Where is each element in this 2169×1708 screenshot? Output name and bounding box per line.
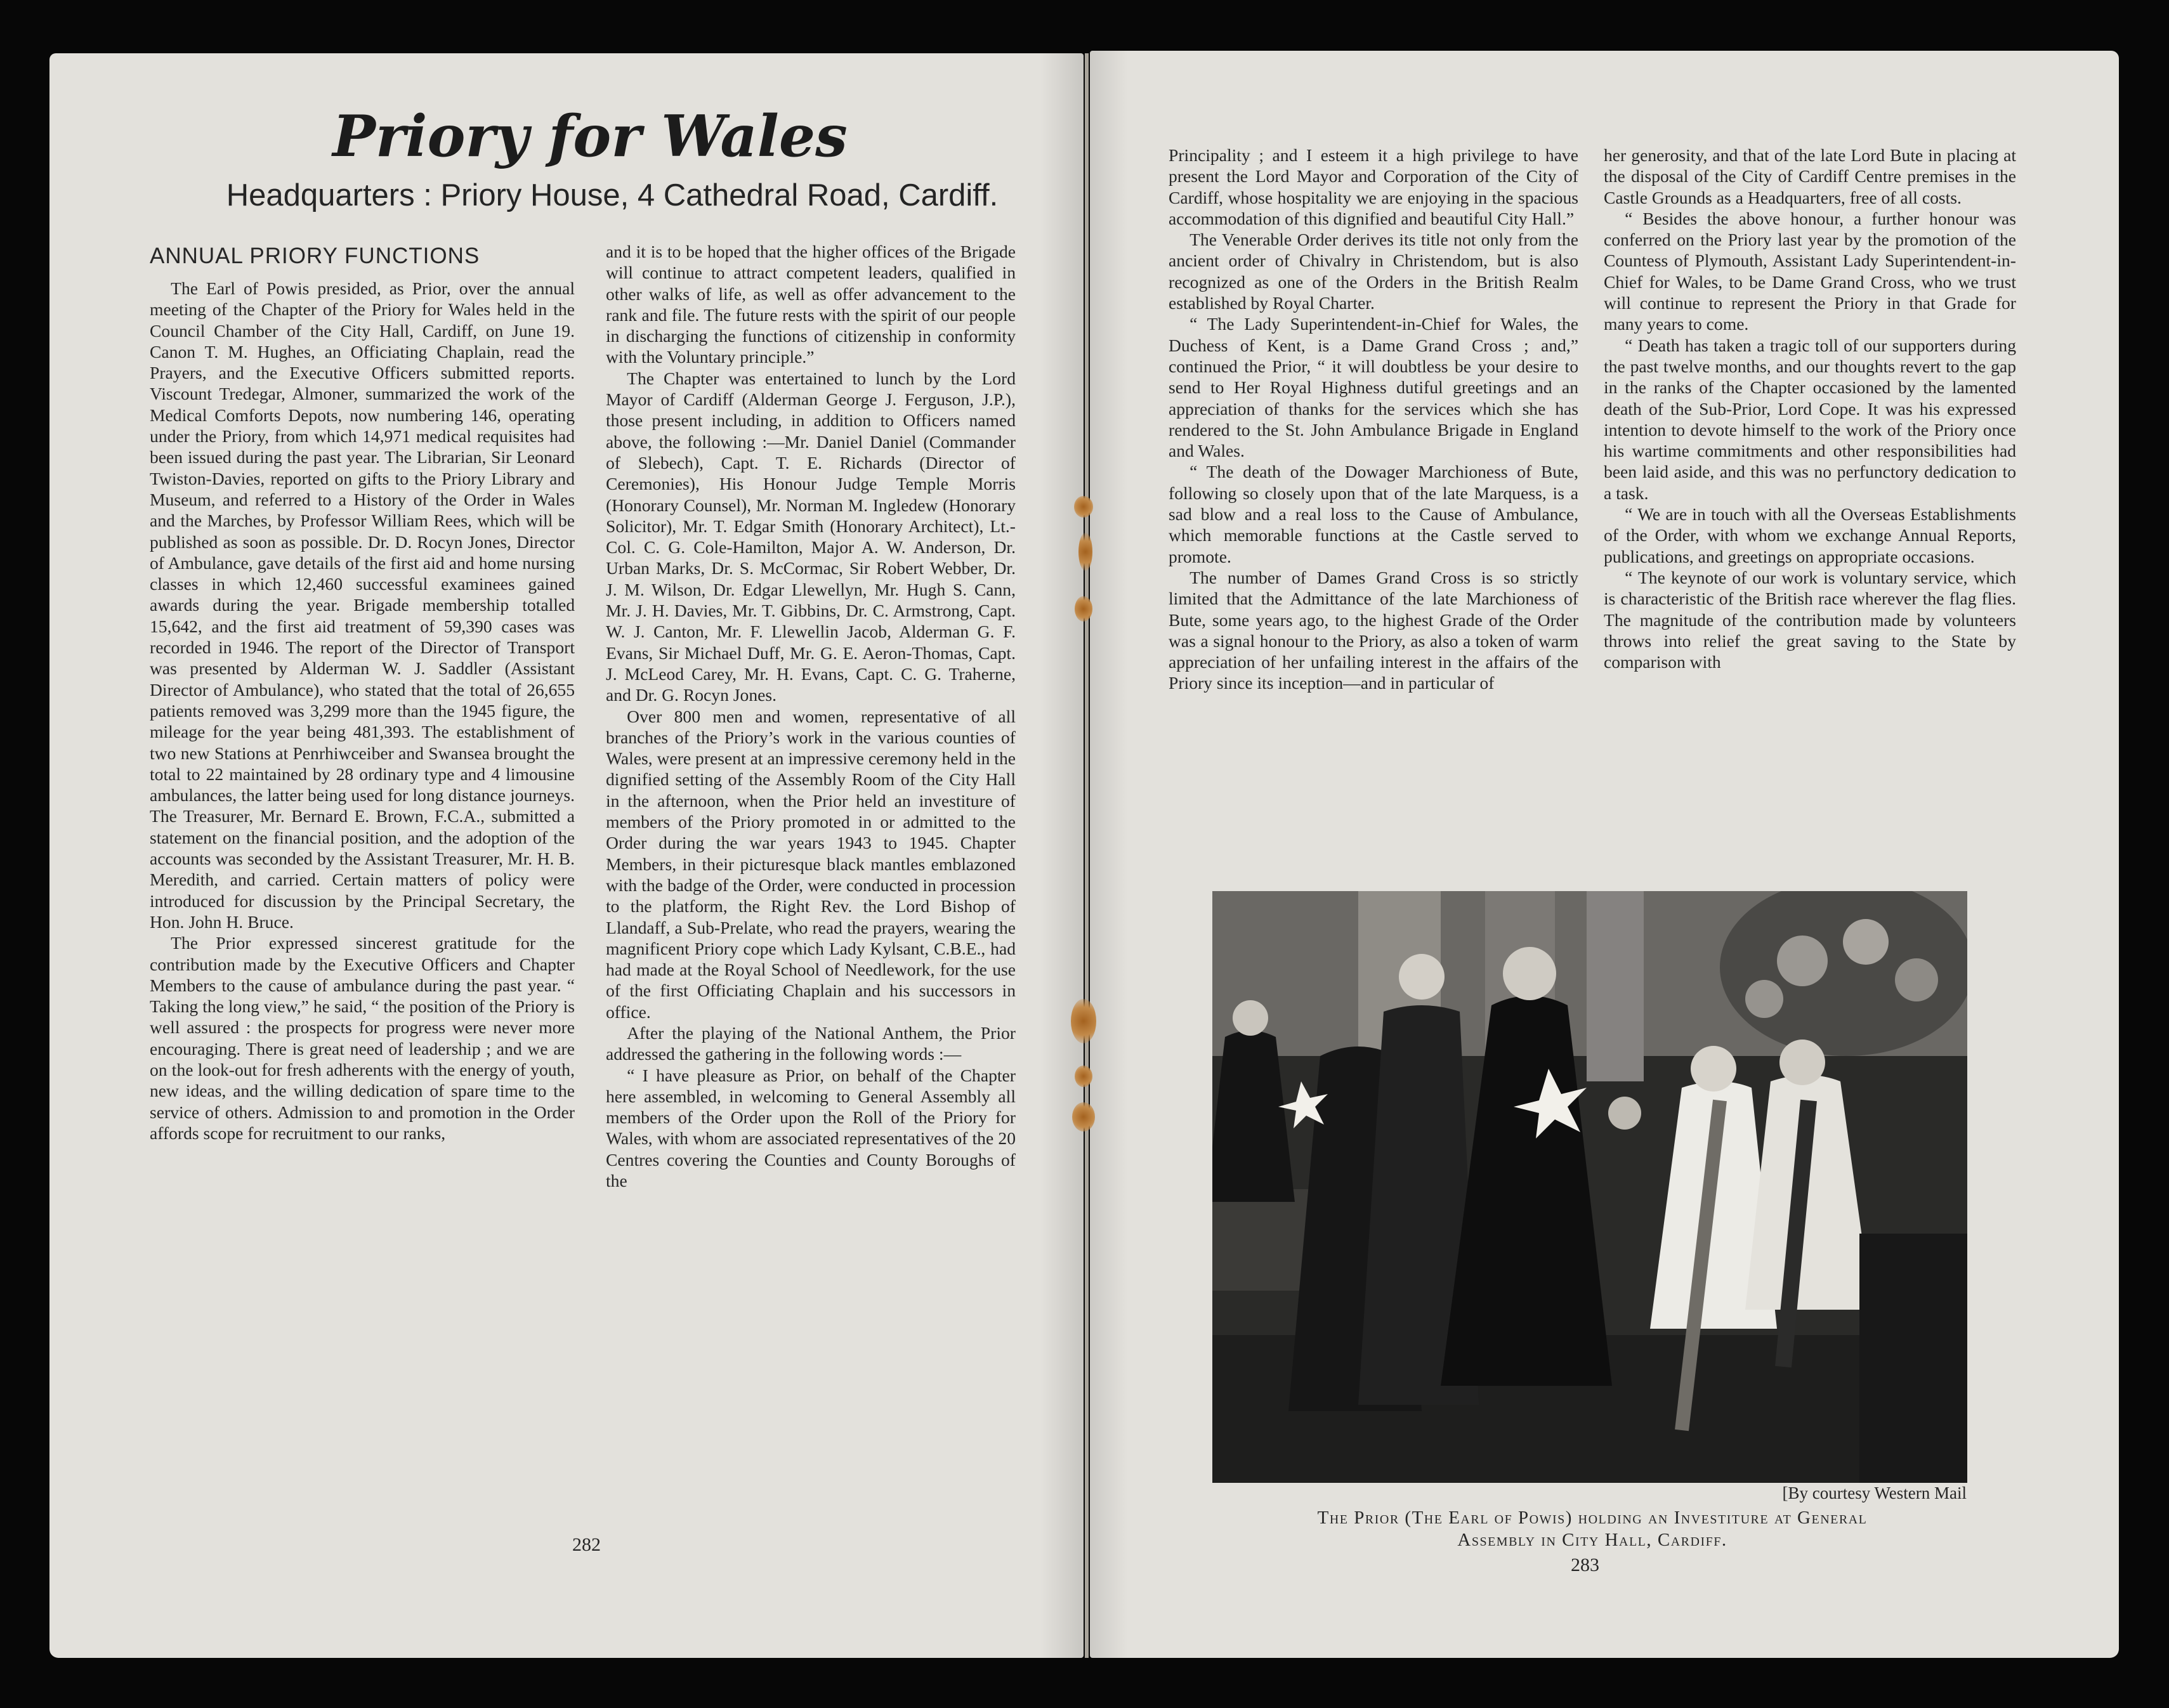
paragraph: The Prior expressed sincerest gratitude for the contribution made by the Executive Officers and Chapter Members to the cause of ambulance during the past year. “ Taking the long view,” he said, “ the position of the Priory is well assured : the prospects for progress were never more encouraging. There is great need of leadership ; and we are on the look-out for fresh adherents with the energy of youth, new ideas, and the willing dedication of spare time to the service of others. Admission to and promotion in the Order affords scope for recruitment to our ranks,	[150, 933, 575, 1143]
paragraph: “ The death of the Dowager Marchioness of Bute, following so closely upon that of the late Marquess, is a sad blow and a real loss to the Cause of Ambulance, which memorable functions at the Castle served to promote.	[1169, 462, 1578, 566]
binding-gutter	[1085, 53, 1089, 1658]
page-title: Priory for Wales	[332, 103, 848, 170]
caption-line-2: Assembly in City Hall, Cardiff.	[1457, 1530, 1727, 1550]
column-1	[150, 241, 575, 1144]
paragraph: The Chapter was entertained to lunch by the Lord Mayor of Cardiff (Alderman George J. Ferguson, J.P.), those present including, in addition to Officers named above, the following :—Mr. Daniel Daniel (Commander of Slebech), Capt. T. E. Richards (Director of Ceremonies), His Honour Judge Temple Morris (Honorary Counsel), Mr. Norman M. Ingledew (Honorary Solicitor), Mr. T. Edgar Smith (Honorary Architect), Lt.-Col. C. G. Cole-Hamilton, Major A. W. Anderson, Dr. Urban Marks, Dr. S. McCormac, Sir Robert Webber, Dr. J. M. Wilson, Dr. Edgar Llewellyn, Mr. Hugh S. Cann, Mr. J. H. Davies, Mr. T. Gibbins, Dr. C. Armstrong, Capt. W. J. Canton, Mr. F. Llewellin Jacob, Alderman G. F. Evans, Sir Michael Duff, Mr. G. E. Aeron-Thomas, Capt. J. McLeod Carey, Mr. H. Evans, Capt. C. G. Traherne, and Dr. G. Rocyn Jones.	[606, 368, 1016, 705]
column-2	[606, 241, 1016, 1191]
paragraph: her generosity, and that of the late Lord Bute in placing at the disposal of the City of Cardiff Centre premises in the Castle Grounds as a Headquarters, free of all costs.	[1604, 145, 2016, 207]
investiture-photo	[1212, 891, 1967, 1483]
gutter-shadow-right	[1090, 51, 1128, 1658]
column-3	[1169, 145, 1578, 694]
paragraph: Over 800 men and women, representative of all branches of the Priory’s work in the various counties of Wales, were present at an impressive ceremony held in the dignified setting of the Assembly Room of the City Hall in the afternoon, when the Prior held an investiture of members of the Priory promoted in or admitted to the Order during the war years 1943 to 1945. Chapter Members, in their picturesque black mantles emblazoned with the badge of the Order, were conducted in procession to the platform, the Right Rev. the Lord Bishop of Llandaff, a Sub-Prelate, who read the prayers, wearing the magnificent Priory cope which Lady Kylsant, C.B.E., had had made at the Royal School of Needlework, for the use of the first Officiating Chaplain and his successors in office.	[606, 706, 1016, 1022]
photo-credit: [By courtesy Western Mail	[1782, 1483, 1967, 1503]
paragraph: The number of Dames Grand Cross is so strictly limited that the Admittance of the late Marchioness of Bute, some years ago, to the highest Grade of the Order was a signal honour to the Priory, as also a token of warm appreciation of her unfailing interest in the affairs of the Priory since its inception—and in particular of	[1169, 567, 1578, 693]
paragraph: After the playing of the National Anthem, the Prior addressed the gathering in the following words :—	[606, 1022, 1016, 1064]
photo-illustration	[1212, 891, 1967, 1483]
rust-stain	[1071, 999, 1096, 1043]
paragraph: “ Death has taken a tragic toll of our supporters during the past twelve months, and our thoughts revert to the gap in the ranks of the Chapter occasioned by the lamented death of the Sub-Prior, Lord Cope. It was his expressed intention to devote himself to the work of the Priory once his wartime commitments and other responsibilities had been laid aside, and this was no perfunctory dedication to a task.	[1604, 335, 2016, 503]
page-number-left: 282	[572, 1534, 601, 1555]
page-number-right: 283	[1571, 1555, 1599, 1575]
section-heading: ANNUAL PRIORY FUNCTIONS	[150, 244, 480, 268]
rust-stain	[1072, 1102, 1095, 1131]
rust-stain	[1075, 1066, 1092, 1087]
caption-line-1: The Prior (The Earl of Powis) holding an Investiture at General	[1317, 1508, 1868, 1528]
paragraph: “ Besides the above honour, a further honour was conferred on the Priory last year by the promotion of the Countess of Plymouth, Assistant Lady Superintendent-in-Chief for Wales, to be Dame Grand Cross, who we trust will continue to represent the Priory in that Grade for many years to come.	[1604, 208, 2016, 334]
paragraph: “ The Lady Superintendent-in-Chief for Wales, the Duchess of Kent, is a Dame Grand Cross ; and,” continued the Prior, “ it will doubtless be your desire to send to Her Royal Highness dutiful greetings and an appreciation of thanks for the services which she has rendered to the St. John Ambulance Brigade in England and Wales.	[1169, 314, 1578, 461]
column-4	[1604, 145, 2016, 672]
rust-stain	[1075, 596, 1092, 622]
page-subtitle: Headquarters : Priory House, 4 Cathedral Road, Cardiff.	[226, 178, 999, 212]
paragraph: The Earl of Powis presided, as Prior, over the annual meeting of the Chapter of the Priory for Wales held in the Council Chamber of the City Hall, Cardiff, on June 19. Canon T. M. Hughes, an Officiating Chaplain, read the Prayers, and the Executive Officers submitted reports. Viscount Tredegar, Almoner, summarized the work of the Medical Comforts Depots, now numbering 146, operating under the Priory, from which 14,971 medical requisites had been issued during the past year. The Librarian, Sir Leonard Twiston-Davies, reported on gifts to the Priory Library and Museum, and referred to a History of the Order in Wales and the Marches, by Professor William Rees, which will be published as soon as possible. Dr. D. Rocyn Jones, Director of Ambulance, gave details of the first aid and home nursing classes in which 12,460 successful examinees gained awards during the year. Brigade membership totalled 15,642, and the first aid treatment of 59,390 cases was recorded in 1946. The report of the Director of Transport was presented by Alderman W. J. Saddler (Assistant Director of Ambulance), who stated that the total of 26,655 patients removed was 3,299 more than the 1945 figure, the mileage for the year being 481,393. The establishment of two new Stations at Penrhiwceiber and Swansea brought the total to 22 maintained by 28 ordinary type and 4 limousine ambulances, the latter being used for long distance journeys. The Treasurer, Mr. Bernard E. Brown, F.C.A., submitted a statement on the financial position, and the adoption of the accounts was seconded by the Assistant Treasurer, Mr. H. B. Meredith, and carried. Certain matters of policy were introduced for discussion by the Principal Secretary, the Hon. John H. Bruce.	[150, 278, 575, 932]
paragraph: “ We are in touch with all the Overseas Establishments of the Order, with whom we exchange Annual Reports, publications, and greetings on appropriate occasions.	[1604, 504, 2016, 566]
paragraph: “ The keynote of our work is voluntary service, which is characteristic of the British race wherever the flag flies. The magnitude of the contribution made by volunteers throws into relief the great saving to the State by comparison with	[1604, 567, 2016, 672]
paragraph: “ I have pleasure as Prior, on behalf of the Chapter here assembled, in welcoming to General Assembly all members of the Order upon the Roll of the Priory for Wales, with whom are associated representatives of the 20 Centres covering the Counties and County Boroughs of the	[606, 1065, 1016, 1191]
gutter-shadow-left	[1040, 53, 1086, 1658]
rust-stain	[1078, 533, 1092, 571]
paragraph: Principality ; and I esteem it a high privilege to have present the Lord Mayor and Corporation of the City of Cardiff, whose hospitality we are enjoying in the spacious accommodation of this dignified and beautiful City Hall.”	[1169, 145, 1578, 228]
photo-caption	[1199, 1507, 1986, 1551]
rust-stain	[1074, 496, 1093, 518]
paragraph: and it is to be hoped that the higher offices of the Brigade will continue to attract competent leaders, qualified in other walks of life, as well as offer advancement to the rank and file. The future rests with the spirit of our people in discharging the functions of citizenship in conformity with the Voluntary principle.”	[606, 242, 1016, 367]
paragraph: The Venerable Order derives its title not only from the ancient order of Chivalry in Christendom, but is also recognized as one of the Orders in the British Realm established by Royal Charter.	[1169, 230, 1578, 313]
